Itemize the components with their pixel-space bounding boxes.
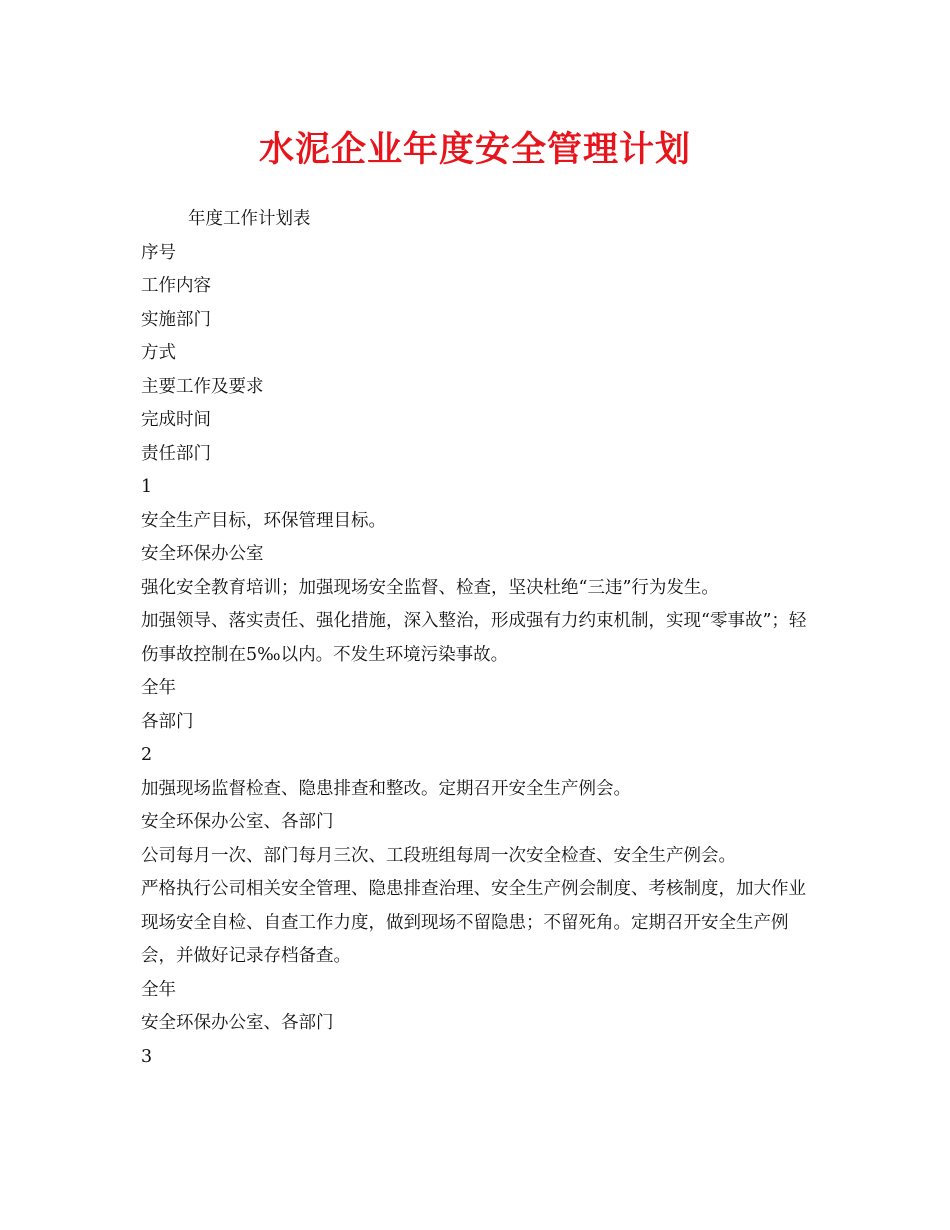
row-1-content: 安全生产目标，环保管理目标。: [141, 510, 386, 531]
row-1-method: 强化安全教育培训；加强现场安全监督、检查，坚决杜绝“三违”行为发生。: [141, 577, 719, 598]
header-serial-number: 序号: [141, 242, 176, 263]
row-2-method: 公司每月一次、部门每月三次、工段班组每周一次安全检查、安全生产例会。: [141, 845, 736, 866]
header-method: 方式: [141, 343, 176, 363]
row-1-department: 安全环保办公室: [141, 544, 264, 564]
row-1-number: 1: [141, 477, 153, 497]
row-1-responsible: 各部门: [141, 711, 194, 732]
row-3-number: 3: [141, 1046, 153, 1067]
header-responsible-department: 责任部门: [141, 443, 211, 464]
document-body: [141, 203, 813, 1074]
row-2-requirements: 严格执行公司相关安全管理、隐患排查治理、安全生产例会制度、考核制度，加大作业现场安全自检、自查工作力度，做到现场不留隐患；不留死角。定期召开安全生产例会，并做好记录存档备查。: [141, 879, 806, 966]
row-1-requirements: 加强领导、落实责任、强化措施，深入整治，形成强有力约束机制，实现“零事故”；轻伤事故控制在5‰以内。不发生环境污染事故。: [141, 611, 807, 665]
header-completion-time: 完成时间: [141, 410, 211, 430]
header-main-work-requirements: 主要工作及要求: [141, 376, 264, 397]
row-1-completion-time: 全年: [141, 678, 176, 698]
row-2-department: 安全环保办公室、各部门: [141, 812, 334, 832]
row-2-completion-time: 全年: [141, 979, 176, 1000]
row-2-number: 2: [141, 745, 153, 765]
table-caption: 年度工作计划表: [188, 209, 311, 229]
header-implementing-department: 实施部门: [141, 309, 211, 330]
row-2-responsible: 安全环保办公室、各部门: [141, 1013, 334, 1033]
document-title: 水泥企业年度安全管理计划: [258, 129, 691, 170]
row-2-content: 加强现场监督检查、隐患排查和整改。定期召开安全生产例会。: [141, 778, 631, 799]
header-work-content: 工作内容: [141, 276, 211, 296]
